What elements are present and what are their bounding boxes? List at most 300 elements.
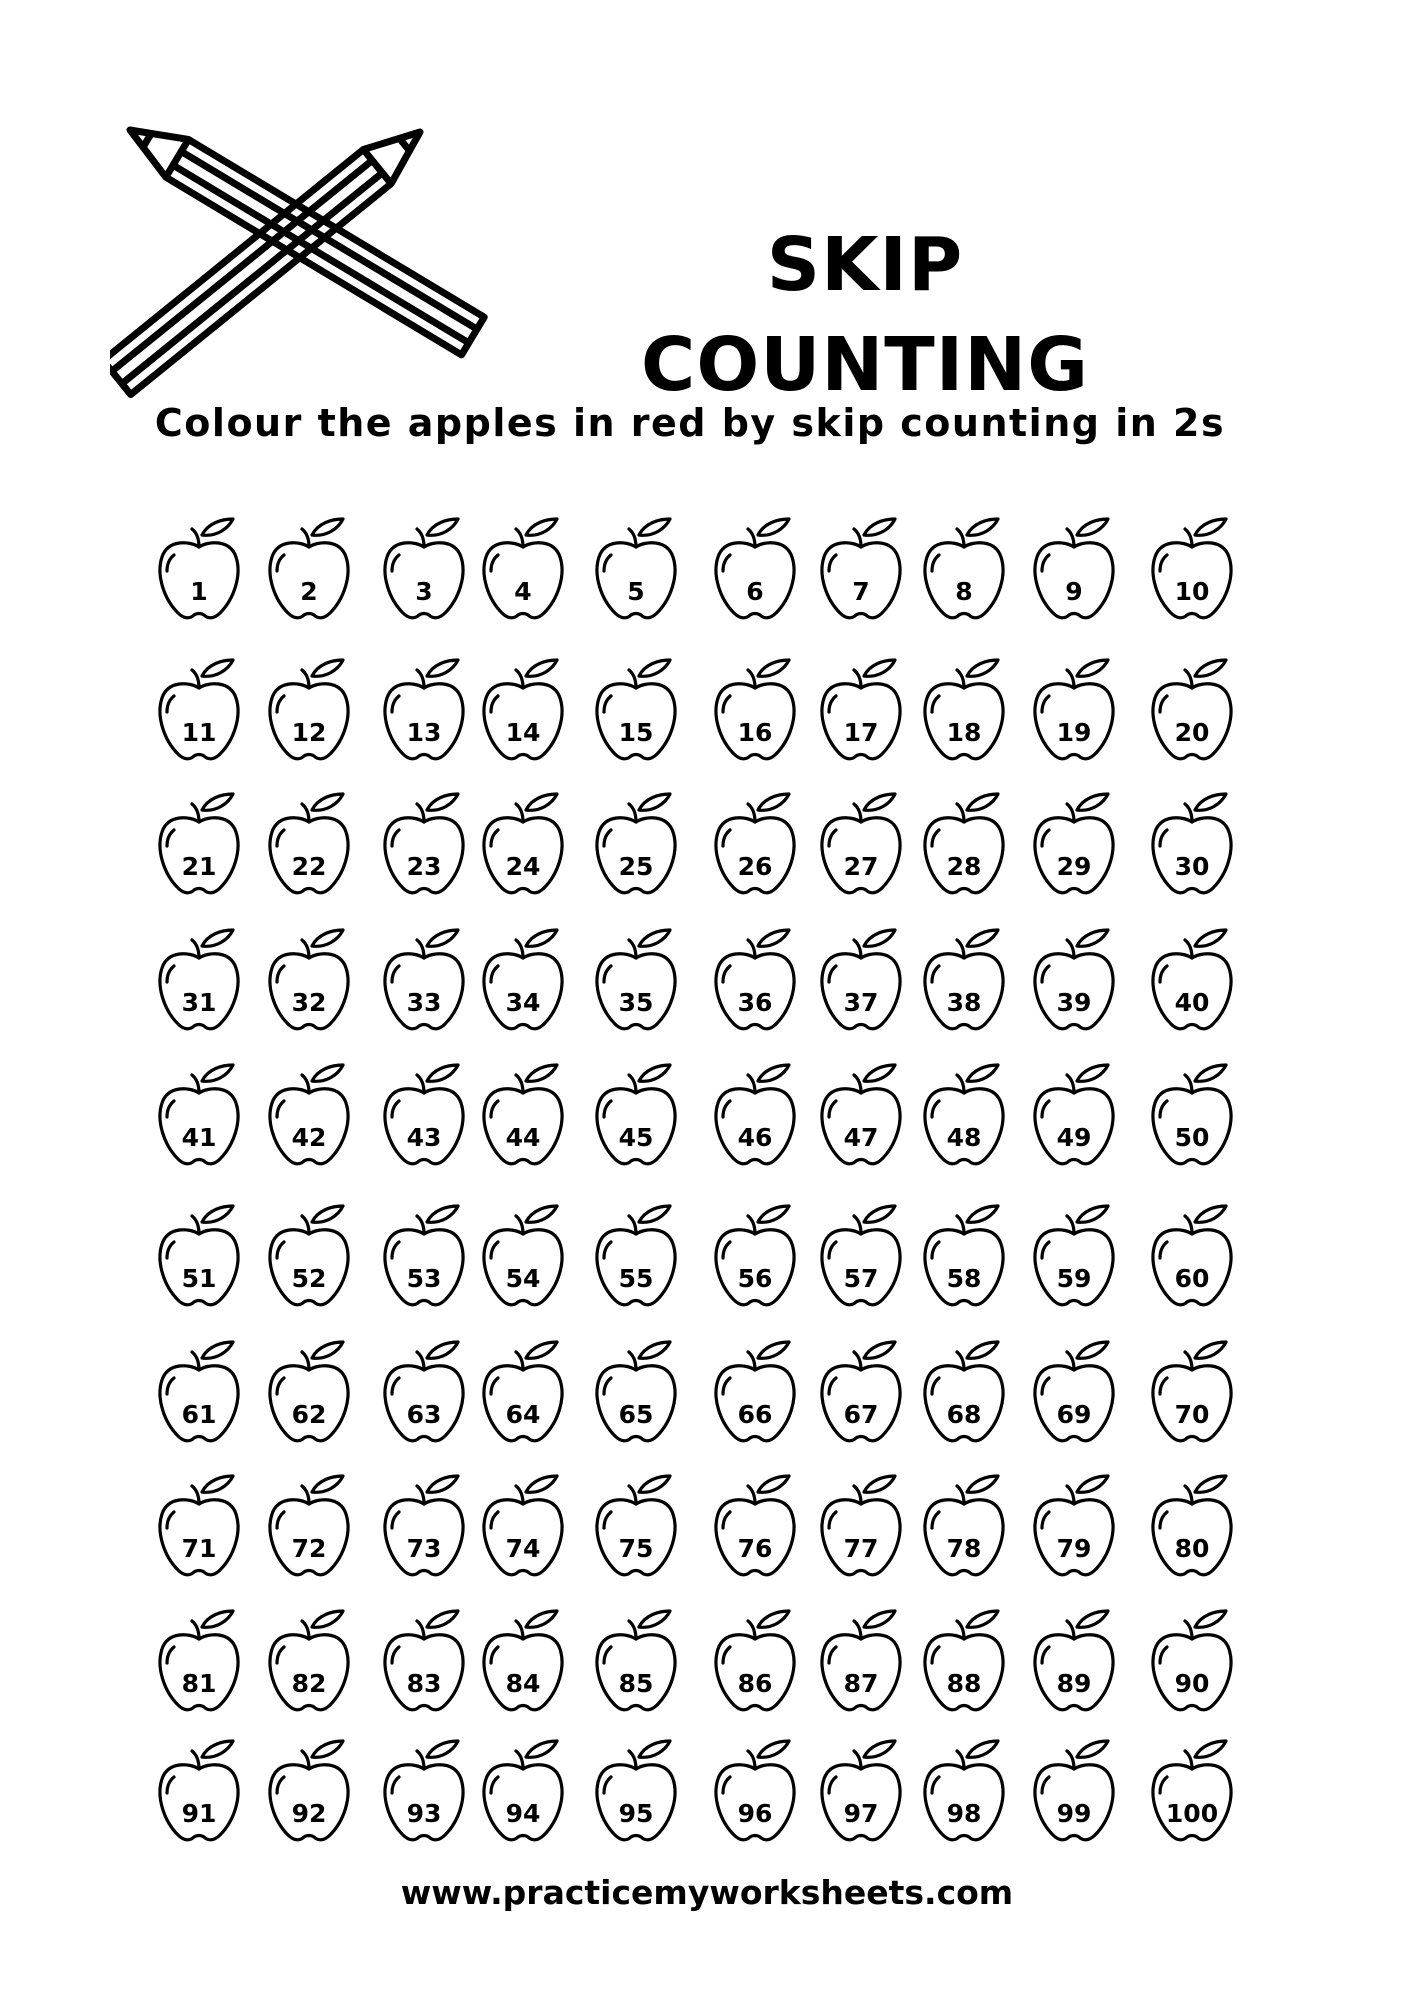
apple-28 <box>919 790 1009 908</box>
apple-icon <box>816 1607 906 1725</box>
apple-number: 23 <box>406 852 442 881</box>
apple-number: 96 <box>737 1799 773 1828</box>
apple-54 <box>478 1202 568 1320</box>
apple-icon <box>379 926 469 1044</box>
apple-number: 92 <box>291 1799 327 1828</box>
apple-number: 16 <box>737 718 773 747</box>
apple-icon <box>154 1737 244 1855</box>
apple-icon <box>1029 656 1119 774</box>
apple-icon <box>478 926 568 1044</box>
apple-number: 19 <box>1056 718 1092 747</box>
apple-77 <box>816 1472 906 1590</box>
apple-icon <box>154 1338 244 1456</box>
apple-icon <box>478 1061 568 1179</box>
apple-icon <box>591 1737 681 1855</box>
apple-icon <box>1029 790 1119 908</box>
apple-44 <box>478 1061 568 1179</box>
apple-icon <box>591 515 681 633</box>
apple-92 <box>264 1737 354 1855</box>
apple-icon <box>710 1607 800 1725</box>
apple-number: 55 <box>618 1264 654 1293</box>
apple-17 <box>816 656 906 774</box>
apple-number: 59 <box>1056 1264 1092 1293</box>
apple-number: 2 <box>300 577 318 606</box>
apple-50 <box>1147 1061 1237 1179</box>
apple-2 <box>264 515 354 633</box>
apple-number: 65 <box>618 1400 654 1429</box>
apple-number: 37 <box>843 988 879 1017</box>
apple-number: 88 <box>946 1669 982 1698</box>
apple-76 <box>710 1472 800 1590</box>
apple-number: 83 <box>406 1669 442 1698</box>
apple-number: 49 <box>1056 1123 1092 1152</box>
apple-number: 46 <box>737 1123 773 1152</box>
apple-number: 29 <box>1056 852 1092 881</box>
apple-number: 25 <box>618 852 654 881</box>
apple-icon <box>379 1737 469 1855</box>
apple-35 <box>591 926 681 1044</box>
apple-32 <box>264 926 354 1044</box>
apple-icon <box>591 1202 681 1320</box>
apple-icon <box>1147 1607 1237 1725</box>
page-title: SKIP COUNTING <box>641 222 1089 408</box>
apple-88 <box>919 1607 1009 1725</box>
apple-81 <box>154 1607 244 1725</box>
apple-65 <box>591 1338 681 1456</box>
apple-26 <box>710 790 800 908</box>
apple-13 <box>379 656 469 774</box>
apple-51 <box>154 1202 244 1320</box>
apple-43 <box>379 1061 469 1179</box>
apple-number: 64 <box>505 1400 541 1429</box>
apple-icon <box>1029 1737 1119 1855</box>
apple-icon <box>264 1061 354 1179</box>
apple-icon <box>154 656 244 774</box>
apple-number: 17 <box>843 718 879 747</box>
apple-icon <box>379 790 469 908</box>
apple-icon <box>1147 790 1237 908</box>
apple-icon <box>478 515 568 633</box>
apple-71 <box>154 1472 244 1590</box>
apple-number: 69 <box>1056 1400 1092 1429</box>
apple-number: 43 <box>406 1123 442 1152</box>
apple-49 <box>1029 1061 1119 1179</box>
apple-icon <box>919 790 1009 908</box>
apple-number: 10 <box>1174 577 1210 606</box>
apple-8 <box>919 515 1009 633</box>
apple-12 <box>264 656 354 774</box>
apple-38 <box>919 926 1009 1044</box>
apple-number: 99 <box>1056 1799 1092 1828</box>
apple-3 <box>379 515 469 633</box>
apple-icon <box>1147 1061 1237 1179</box>
apple-icon <box>919 1202 1009 1320</box>
apple-number: 14 <box>505 718 541 747</box>
apple-icon <box>379 1202 469 1320</box>
apple-number: 72 <box>291 1534 327 1563</box>
apple-number: 47 <box>843 1123 879 1152</box>
apple-number: 6 <box>746 577 764 606</box>
apple-16 <box>710 656 800 774</box>
apple-86 <box>710 1607 800 1725</box>
apple-icon <box>1147 1202 1237 1320</box>
apple-number: 57 <box>843 1264 879 1293</box>
apple-20 <box>1147 656 1237 774</box>
apple-9 <box>1029 515 1119 633</box>
apple-89 <box>1029 1607 1119 1725</box>
apple-number: 70 <box>1174 1400 1210 1429</box>
apple-number: 91 <box>181 1799 217 1828</box>
apple-icon <box>478 1607 568 1725</box>
apple-icon <box>710 790 800 908</box>
apple-icon <box>379 1607 469 1725</box>
apple-number: 61 <box>181 1400 217 1429</box>
apple-icon <box>1147 515 1237 633</box>
apple-number: 22 <box>291 852 327 881</box>
apple-30 <box>1147 790 1237 908</box>
apple-number: 45 <box>618 1123 654 1152</box>
apple-icon <box>379 1338 469 1456</box>
apple-icon <box>154 1607 244 1725</box>
apple-number: 28 <box>946 852 982 881</box>
apple-95 <box>591 1737 681 1855</box>
apple-number: 86 <box>737 1669 773 1698</box>
apple-80 <box>1147 1472 1237 1590</box>
apple-82 <box>264 1607 354 1725</box>
apple-icon <box>264 1737 354 1855</box>
apple-icon <box>816 1202 906 1320</box>
apple-icon <box>1029 515 1119 633</box>
apple-25 <box>591 790 681 908</box>
apple-56 <box>710 1202 800 1320</box>
apple-14 <box>478 656 568 774</box>
apple-85 <box>591 1607 681 1725</box>
apple-number: 94 <box>505 1799 541 1828</box>
apple-23 <box>379 790 469 908</box>
apple-number: 67 <box>843 1400 879 1429</box>
apple-number: 13 <box>406 718 442 747</box>
apple-number: 5 <box>627 577 645 606</box>
apple-icon <box>264 926 354 1044</box>
apple-number: 81 <box>181 1669 217 1698</box>
apple-number: 56 <box>737 1264 773 1293</box>
apple-60 <box>1147 1202 1237 1320</box>
apple-icon <box>478 1737 568 1855</box>
apple-number: 51 <box>181 1264 217 1293</box>
apple-icon <box>591 656 681 774</box>
apple-number: 78 <box>946 1534 982 1563</box>
apple-number: 18 <box>946 718 982 747</box>
apple-98 <box>919 1737 1009 1855</box>
apple-icon <box>710 1737 800 1855</box>
apple-icon <box>264 1472 354 1590</box>
apple-number: 39 <box>1056 988 1092 1017</box>
apple-70 <box>1147 1338 1237 1456</box>
apple-number: 75 <box>618 1534 654 1563</box>
apple-icon <box>154 1202 244 1320</box>
apple-icon <box>1147 1472 1237 1590</box>
apple-number: 35 <box>618 988 654 1017</box>
apple-number: 34 <box>505 988 541 1017</box>
apple-79 <box>1029 1472 1119 1590</box>
apple-59 <box>1029 1202 1119 1320</box>
apple-46 <box>710 1061 800 1179</box>
apple-47 <box>816 1061 906 1179</box>
apple-number: 20 <box>1174 718 1210 747</box>
apple-icon <box>1147 926 1237 1044</box>
apple-number: 89 <box>1056 1669 1092 1698</box>
apple-icon <box>710 1472 800 1590</box>
apple-icon <box>379 1472 469 1590</box>
apple-66 <box>710 1338 800 1456</box>
apple-75 <box>591 1472 681 1590</box>
apple-icon <box>379 515 469 633</box>
apple-91 <box>154 1737 244 1855</box>
apple-number: 100 <box>1165 1799 1219 1828</box>
apple-icon <box>591 1338 681 1456</box>
apple-62 <box>264 1338 354 1456</box>
apple-61 <box>154 1338 244 1456</box>
apple-number: 60 <box>1174 1264 1210 1293</box>
apple-number: 85 <box>618 1669 654 1698</box>
apple-icon <box>154 515 244 633</box>
apple-31 <box>154 926 244 1044</box>
apple-90 <box>1147 1607 1237 1725</box>
apple-icon <box>816 1338 906 1456</box>
apple-icon <box>478 1338 568 1456</box>
apple-icon <box>710 1338 800 1456</box>
apple-number: 15 <box>618 718 654 747</box>
apple-number: 4 <box>514 577 532 606</box>
apple-icon <box>1029 926 1119 1044</box>
apple-icon <box>478 656 568 774</box>
apple-number: 79 <box>1056 1534 1092 1563</box>
apple-icon <box>1029 1338 1119 1456</box>
apple-83 <box>379 1607 469 1725</box>
apple-icon <box>264 515 354 633</box>
apple-number: 12 <box>291 718 327 747</box>
apple-97 <box>816 1737 906 1855</box>
apple-93 <box>379 1737 469 1855</box>
apple-number: 27 <box>843 852 879 881</box>
apple-icon <box>1147 656 1237 774</box>
apple-icon <box>379 656 469 774</box>
apple-number: 38 <box>946 988 982 1017</box>
apple-icon <box>710 926 800 1044</box>
apple-68 <box>919 1338 1009 1456</box>
apple-number: 33 <box>406 988 442 1017</box>
apple-number: 66 <box>737 1400 773 1429</box>
apple-icon <box>816 1737 906 1855</box>
apple-33 <box>379 926 469 1044</box>
apple-number: 52 <box>291 1264 327 1293</box>
apple-number: 7 <box>852 577 870 606</box>
apple-number: 76 <box>737 1534 773 1563</box>
apple-34 <box>478 926 568 1044</box>
apple-icon <box>816 790 906 908</box>
apple-40 <box>1147 926 1237 1044</box>
apple-41 <box>154 1061 244 1179</box>
apple-number: 11 <box>181 718 217 747</box>
apple-74 <box>478 1472 568 1590</box>
apple-number: 48 <box>946 1123 982 1152</box>
apple-15 <box>591 656 681 774</box>
apple-21 <box>154 790 244 908</box>
apple-number: 40 <box>1174 988 1210 1017</box>
apple-27 <box>816 790 906 908</box>
apple-number: 93 <box>406 1799 442 1828</box>
apple-7 <box>816 515 906 633</box>
apple-24 <box>478 790 568 908</box>
apple-icon <box>264 1607 354 1725</box>
apple-icon <box>591 926 681 1044</box>
apple-78 <box>919 1472 1009 1590</box>
apple-number: 77 <box>843 1534 879 1563</box>
apple-number: 26 <box>737 852 773 881</box>
apple-icon <box>478 1472 568 1590</box>
apple-53 <box>379 1202 469 1320</box>
apple-icon <box>919 515 1009 633</box>
apple-icon <box>816 1472 906 1590</box>
apple-icon <box>591 1061 681 1179</box>
apple-icon <box>919 656 1009 774</box>
apple-37 <box>816 926 906 1044</box>
apple-73 <box>379 1472 469 1590</box>
apple-icon <box>816 656 906 774</box>
apple-icon <box>1029 1202 1119 1320</box>
apple-99 <box>1029 1737 1119 1855</box>
apple-number: 87 <box>843 1669 879 1698</box>
apple-number: 3 <box>415 577 433 606</box>
apple-number: 32 <box>291 988 327 1017</box>
apple-number: 1 <box>190 577 208 606</box>
apple-icon <box>591 1607 681 1725</box>
apple-number: 84 <box>505 1669 541 1698</box>
apple-icon <box>919 1061 1009 1179</box>
apple-6 <box>710 515 800 633</box>
apple-number: 82 <box>291 1669 327 1698</box>
apple-icon <box>919 1737 1009 1855</box>
apple-icon <box>710 1061 800 1179</box>
apple-19 <box>1029 656 1119 774</box>
apple-1 <box>154 515 244 633</box>
apple-icon <box>154 926 244 1044</box>
apple-icon <box>379 1061 469 1179</box>
apple-number: 71 <box>181 1534 217 1563</box>
apple-number: 31 <box>181 988 217 1017</box>
apple-number: 63 <box>406 1400 442 1429</box>
apple-96 <box>710 1737 800 1855</box>
apple-icon <box>478 1202 568 1320</box>
apple-icon <box>1029 1472 1119 1590</box>
apple-icon <box>816 1061 906 1179</box>
apple-number: 42 <box>291 1123 327 1152</box>
apple-icon <box>710 656 800 774</box>
apple-number: 36 <box>737 988 773 1017</box>
apple-58 <box>919 1202 1009 1320</box>
apple-36 <box>710 926 800 1044</box>
apple-number: 44 <box>505 1123 541 1152</box>
apple-94 <box>478 1737 568 1855</box>
apple-number: 62 <box>291 1400 327 1429</box>
apple-number: 74 <box>505 1534 541 1563</box>
apple-icon <box>264 656 354 774</box>
apple-icon <box>710 515 800 633</box>
apple-icon <box>591 790 681 908</box>
apple-63 <box>379 1338 469 1456</box>
apple-icon <box>919 1338 1009 1456</box>
apple-100 <box>1147 1737 1237 1855</box>
apple-84 <box>478 1607 568 1725</box>
apple-72 <box>264 1472 354 1590</box>
apple-icon <box>1029 1607 1119 1725</box>
apple-87 <box>816 1607 906 1725</box>
apple-67 <box>816 1338 906 1456</box>
apple-icon <box>264 1338 354 1456</box>
apple-number: 68 <box>946 1400 982 1429</box>
apple-number: 58 <box>946 1264 982 1293</box>
apple-number: 73 <box>406 1534 442 1563</box>
apple-icon <box>816 926 906 1044</box>
apple-52 <box>264 1202 354 1320</box>
footer-website: www.practicemyworksheets.com <box>400 1873 1014 1912</box>
apple-number: 97 <box>843 1799 879 1828</box>
apple-icon <box>591 1472 681 1590</box>
apple-39 <box>1029 926 1119 1044</box>
apple-number: 50 <box>1174 1123 1210 1152</box>
apple-48 <box>919 1061 1009 1179</box>
apple-icon <box>264 790 354 908</box>
apple-number: 80 <box>1174 1534 1210 1563</box>
apple-number: 21 <box>181 852 217 881</box>
instruction-text: Colour the apples in red by skip counting in 2s <box>154 401 1226 445</box>
apple-number: 9 <box>1065 577 1083 606</box>
apple-10 <box>1147 515 1237 633</box>
apple-number: 8 <box>955 577 973 606</box>
apple-number: 41 <box>181 1123 217 1152</box>
apple-number: 24 <box>505 852 541 881</box>
apple-icon <box>1147 1737 1237 1855</box>
apple-22 <box>264 790 354 908</box>
apple-icon <box>816 515 906 633</box>
apple-icon <box>154 790 244 908</box>
apple-57 <box>816 1202 906 1320</box>
apple-64 <box>478 1338 568 1456</box>
apple-number: 90 <box>1174 1669 1210 1698</box>
apple-icon <box>264 1202 354 1320</box>
apple-18 <box>919 656 1009 774</box>
apple-number: 30 <box>1174 852 1210 881</box>
apple-icon <box>1147 1338 1237 1456</box>
apple-icon <box>710 1202 800 1320</box>
apple-number: 95 <box>618 1799 654 1828</box>
apple-45 <box>591 1061 681 1179</box>
apple-icon <box>478 790 568 908</box>
apple-42 <box>264 1061 354 1179</box>
apple-11 <box>154 656 244 774</box>
apple-icon <box>1029 1061 1119 1179</box>
apple-number: 54 <box>505 1264 541 1293</box>
apple-number: 53 <box>406 1264 442 1293</box>
apple-55 <box>591 1202 681 1320</box>
apple-69 <box>1029 1338 1119 1456</box>
apple-icon <box>919 1472 1009 1590</box>
apple-icon <box>919 1607 1009 1725</box>
apple-number: 98 <box>946 1799 982 1828</box>
apple-icon <box>919 926 1009 1044</box>
apple-29 <box>1029 790 1119 908</box>
apple-icon <box>154 1061 244 1179</box>
